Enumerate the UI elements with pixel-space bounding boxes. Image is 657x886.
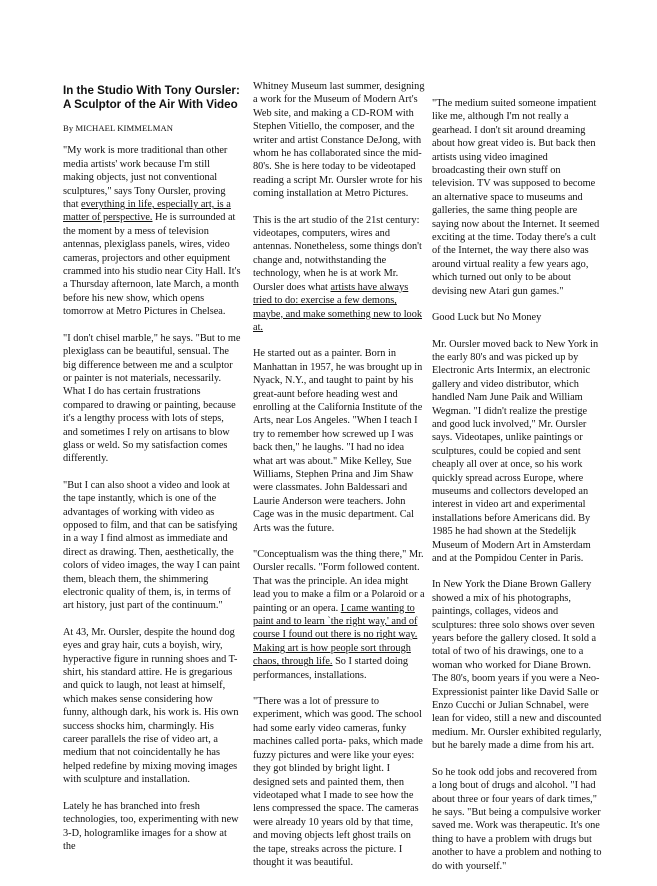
paragraph-12: Mr. Oursler moved back to New York in the early 80's and was picked up by Electronic Arts Intermix, an electronic gallery and video distributor, which handled Nam June Paik and William Wegman. "I didn't realize the prestige and good luck involved," Mr. Oursler says. Videotapes, unlike paintings or sculptures, could be copied and sent cheaply all over at once, so his work quickly spread across Europe, where museums and collectors developed an interest in video art and experimental installations before Americans did. By 1985 he had shown at the Stedelijk Museum of Modern Art in Amsterdam and at the Pompidou Center in Paris. [432, 338, 599, 564]
paragraph-7 [253, 214, 425, 335]
paragraph-9 [253, 548, 425, 682]
column-2 [253, 80, 425, 882]
paragraph-1 [63, 144, 241, 318]
byline: By MICHAEL KIMMELMAN [63, 123, 174, 133]
paragraph-10: "There was a lot of pressure to experiment, which was good. The school had some early video cameras, funky machines called porta- paks, which made fuzzy pictures and were like your eyes: they got blinded by bright light. I designed sets and painted them, then videotaped what I made to see how the lens compressed the space. The cameras were already 10 years old by that time, and moving objects left ghost trails on the tape, streaks across the picture. I thought it was beautiful. [253, 696, 423, 868]
paragraph-5: Lately he has branched into fresh technologies, too, experimenting with new 3-D, hologramlike images for a show at the [63, 800, 239, 852]
paragraph-1-text-b: He is surrounded at the moment by a mess of television antennas, plexiglass panels, wires, video cameras, projectors and other equipment crammed into his studio near City Hall. It's a Thursday afternoon, late March, a month before his new show, which opens tomorrow at Metro Pictures in Chelsea. [63, 212, 241, 318]
paragraph-7-text-a: This is the art studio of the 21st century: videotapes, computers, wires and antennas. Nonetheless, some things don't change and, notwithstanding the technology, when he is at work Mr. Oursler does what [253, 214, 422, 293]
headline-line-1: In the Studio With Tony Oursler: [63, 84, 240, 97]
paragraph-14: So he took odd jobs and recovered from a long bout of drugs and alcohol. "I had about three or four years of dark times," he says. "But being a compulsive worker saved me. Work was therapeutic. It's one thing to have a problem with drugs but another to have a problem and nothing to do with yourself." [432, 766, 602, 872]
headline-line-2: A Sculptor of the Air With Video [63, 98, 238, 111]
paragraph-9-underlined: I came wanting to paint and to learn `the right way,' and of course I found out there is no right way. Making art is how people sort through chaos, through life. [253, 602, 418, 668]
paragraph-1-text-a: "My work is more traditional than other media artists' work because I'm still making objects, just not conventional sculptures," says Tony Oursler, proving that [63, 145, 228, 211]
paragraph-7-underlined: artists have always tried to do: exercise a few demons, maybe, and make something new to look at. [253, 281, 423, 333]
paragraph-1-underlined: everything in life, especially art, is a matter of perspective. [63, 199, 231, 224]
column-3 [432, 97, 602, 886]
paragraph-9-text-b: So I started doing performances, installations. [253, 656, 409, 681]
paragraph-2: "I don't chisel marble," he says. "But to me plexiglass can be beautiful, sensual. The big difference between me and a sculptor or painter is not materials, necessarily. What I do has certain frustrations compared to drawing or painting, because it's a lengthy process with lots of steps, and sometimes I rely on artisans to blow glass or weld. So my satisfaction comes differently. [63, 332, 241, 465]
paragraph-6: Whitney Museum last summer, designing a work for the Museum of Modern Art's Web site, and making a CD-ROM with Stephen Vitiello, the composer, and the writer and artist Constance DeJong, with whom he has collaborated since the mid-80's. She is here today to be videotaped reading a script Mr. Oursler wrote for his coming installation at Metro Pictures. [253, 81, 425, 200]
subheading: Good Luck but No Money [432, 312, 542, 324]
paragraph-9-text-a: "Conceptualism was the thing there," Mr. Oursler recalls. "Form followed content. That was the principle. An idea might lead you to make a film or a Polaroid or a painting or an opera. [253, 549, 425, 614]
column-1 [63, 84, 241, 866]
paragraph-8: He started out as a painter. Born in Manhattan in 1957, he was brought up in Nyack, N.Y., and taught to paint by his great-aunt before heading west and enrolling at the California Institute of the Arts, near Los Angeles. "When I teach I try to remember how screwed up I was back then," he laughs. "I had no idea what art was about." Mike Kelley, Sue Williams, Stephen Prina and Jim Shaw were classmates. John Baldessari and Laurie Anderson were teachers. John Cage was in the music department. Cal Arts was the future. [253, 348, 423, 534]
paragraph-4: At 43, Mr. Oursler, despite the hound dog eyes and gray hair, cuts a boyish, wiry, hyperactive figure in running shoes and T-shirt, his standard attire. He is gregarious and quick to laugh, not least at himself, which makes sense considering how funny, although dark, his work is. His own success shocks him, charmingly. His career parallels the rise of video art, a medium that not coincidentally he has helped redefine by mixing moving images with sculpture and installation. [63, 626, 239, 786]
paragraph-3: "But I can also shoot a video and look at the tape instantly, which is one of the advantages of working with video as opposed to film, and that can be satisfying in a way I find almost as immediate and direct as drawing. Then, aesthetically, the colors of video images, the way I can paint them, bleach them, the shimmering electronic quality of them, is, in terms of art history, just part of the continuum." [63, 479, 240, 612]
paragraph-13: In New York the Diane Brown Gallery showed a mix of his photographs, paintings, collages, videos and sculptures: three solo shows over seven years before the gallery closed. It sold a total of two of his drawings, one to a woman who worked for Diane Brown. The 80's, boom years if you were a Neo-Expressionist painter like David Salle or Enzo Cucchi or Julian Schnabel, were lean for video, still a new and discounted medium. Mr. Oursler exhibited regularly, but he barely made a dime from his art. [432, 579, 602, 752]
headline [63, 84, 241, 112]
paragraph-11: "The medium suited someone impatient like me, although I'm not really a gearhead. I don't sit around dreaming about how great video is. But back then artists using video imagined broadcasting their own stuff on television. TV was supposed to become an alternative space to museums and galleries, the same thing people are saying now about the Internet. It seemed exciting at the time. Today there's a cult of the Internet, the way there also was around virtual reality a few years ago, which turned out only to be about devising new Atari gun games." [432, 98, 600, 297]
